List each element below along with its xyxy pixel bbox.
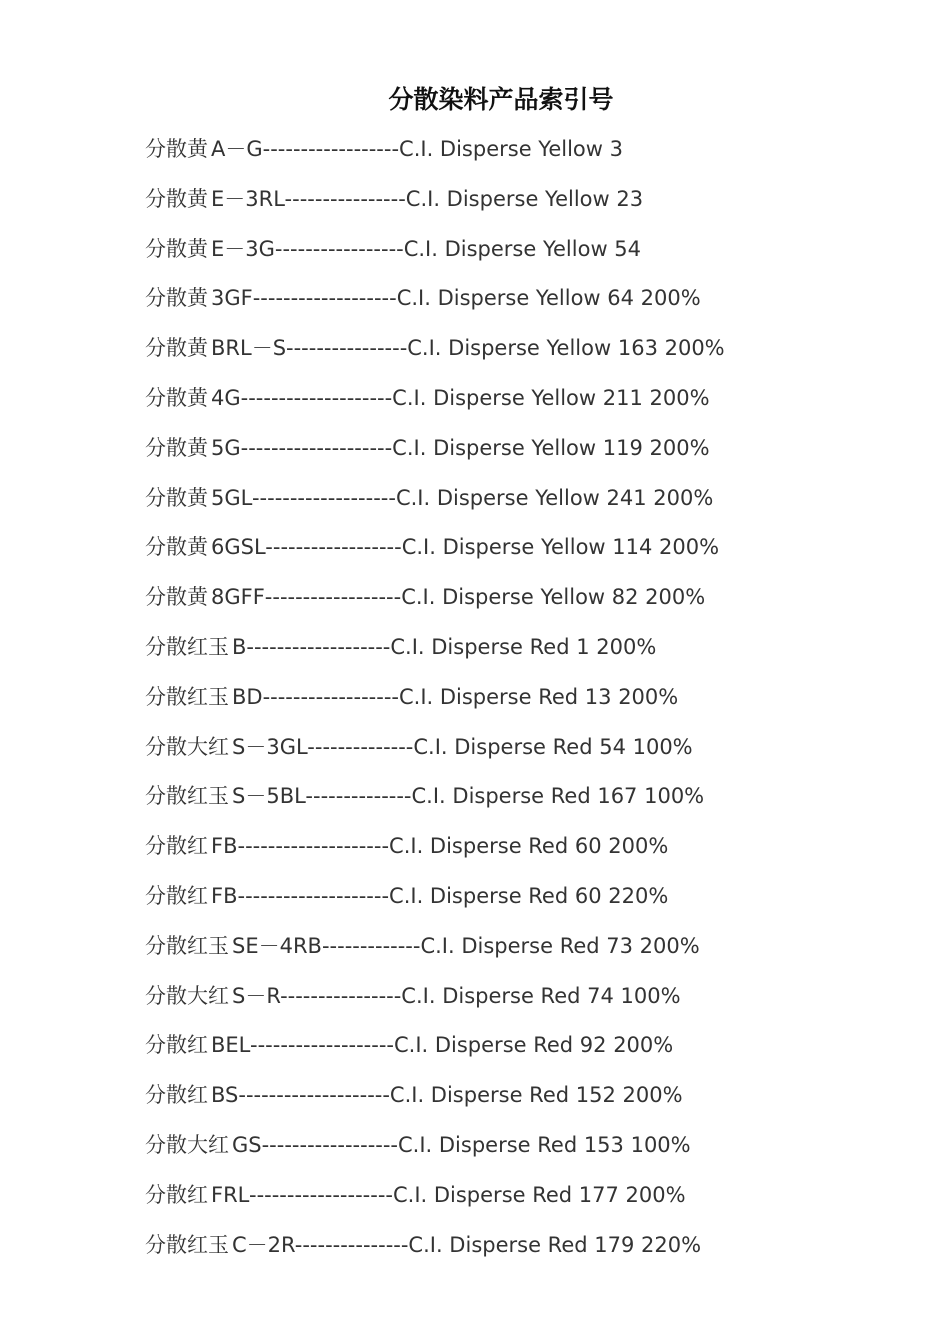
- dye-chinese-name: 分散红玉: [145, 784, 229, 809]
- dye-index-entry: [145, 777, 725, 827]
- dye-code-and-ci-index: 6GSL------------------C.I. Disperse Yellow 114 200%: [211, 535, 720, 560]
- dye-code-and-ci-index: FRL-------------------C.I. Disperse Red 177 200%: [211, 1182, 686, 1207]
- dye-index-entry: [145, 1076, 725, 1126]
- dye-chinese-name: 分散黄: [145, 186, 208, 211]
- dye-code-and-ci-index: S－R----------------C.I. Disperse Red 74 100%: [232, 983, 681, 1008]
- dye-chinese-name: 分散红玉: [145, 933, 229, 958]
- dye-chinese-name: 分散黄: [145, 485, 208, 510]
- dye-code-and-ci-index: 3GF-------------------C.I. Disperse Yellow 64 200%: [211, 286, 701, 311]
- dye-code-and-ci-index: BS--------------------C.I. Disperse Red 152 200%: [211, 1083, 683, 1108]
- dye-code-and-ci-index: BEL-------------------C.I. Disperse Red 92 200%: [211, 1033, 674, 1058]
- dye-chinese-name: 分散大红: [145, 1132, 229, 1157]
- dye-code-and-ci-index: FB--------------------C.I. Disperse Red 60 220%: [211, 883, 669, 908]
- dye-index-entry: [145, 379, 725, 429]
- dye-index-entry: [145, 180, 725, 230]
- dye-chinese-name: 分散黄: [145, 585, 208, 610]
- dye-index-entry: [145, 827, 725, 877]
- dye-index-entry: [145, 429, 725, 479]
- dye-chinese-name: 分散红玉: [145, 1232, 229, 1257]
- dye-index-entry: [145, 279, 725, 329]
- dye-index-entry: [145, 1126, 725, 1176]
- dye-chinese-name: 分散黄: [145, 236, 208, 261]
- dye-chinese-name: 分散黄: [145, 535, 208, 560]
- dye-chinese-name: 分散黄: [145, 137, 208, 161]
- dye-index-entry: [145, 678, 725, 728]
- dye-code-and-ci-index: BD------------------C.I. Disperse Red 13 200%: [232, 684, 679, 709]
- dye-index-entry: [145, 927, 725, 977]
- dye-index-entry: [145, 479, 725, 529]
- dye-chinese-name: 分散红: [145, 1182, 208, 1207]
- dye-index-entry: [145, 1026, 725, 1076]
- dye-code-and-ci-index: FB--------------------C.I. Disperse Red 60 200%: [211, 834, 669, 859]
- dye-code-and-ci-index: 8GFF------------------C.I. Disperse Yellow 82 200%: [211, 585, 706, 610]
- dye-index-entry: [145, 1176, 725, 1226]
- dye-code-and-ci-index: S－5BL--------------C.I. Disperse Red 167 100%: [232, 784, 705, 809]
- dye-chinese-name: 分散红: [145, 883, 208, 908]
- dye-chinese-name: 分散黄: [145, 385, 208, 410]
- document-title: 分散染料产品索引号: [388, 85, 614, 114]
- dye-index-entry: [145, 528, 725, 578]
- dye-index-entry: [145, 1226, 725, 1276]
- dye-code-and-ci-index: 5GL-------------------C.I. Disperse Yellow 241 200%: [211, 485, 714, 510]
- dye-chinese-name: 分散红: [145, 834, 208, 859]
- dye-chinese-name: 分散黄: [145, 286, 208, 311]
- dye-code-and-ci-index: B-------------------C.I. Disperse Red 1 200%: [232, 634, 657, 659]
- dye-chinese-name: 分散红: [145, 1033, 208, 1058]
- dye-code-and-ci-index: 5G--------------------C.I. Disperse Yellow 119 200%: [211, 435, 710, 460]
- dye-code-and-ci-index: S－3GL--------------C.I. Disperse Red 54 100%: [232, 734, 693, 759]
- dye-code-and-ci-index: BRL－S----------------C.I. Disperse Yellow 163 200%: [211, 336, 725, 361]
- dye-code-and-ci-index: E－3G-----------------C.I. Disperse Yellow 54: [211, 236, 642, 261]
- dye-index-entry: [145, 877, 725, 927]
- dye-code-and-ci-index: A－G------------------C.I. Disperse Yellow 3: [211, 137, 623, 161]
- dye-index-list: [145, 130, 725, 1275]
- dye-code-and-ci-index: E－3RL----------------C.I. Disperse Yellow 23: [211, 186, 644, 211]
- dye-index-entry: [145, 628, 725, 678]
- dye-code-and-ci-index: SE－4RB-------------C.I. Disperse Red 73 200%: [232, 933, 700, 958]
- dye-code-and-ci-index: C－2R---------------C.I. Disperse Red 179 220%: [232, 1232, 702, 1257]
- dye-index-entry: [145, 130, 725, 180]
- dye-index-entry: [145, 329, 725, 379]
- dye-index-entry: [145, 728, 725, 778]
- dye-chinese-name: 分散黄: [145, 435, 208, 460]
- dye-chinese-name: 分散黄: [145, 336, 208, 361]
- dye-chinese-name: 分散大红: [145, 734, 229, 759]
- dye-chinese-name: 分散大红: [145, 983, 229, 1008]
- dye-index-entry: [145, 230, 725, 280]
- dye-index-entry: [145, 578, 725, 628]
- dye-code-and-ci-index: 4G--------------------C.I. Disperse Yellow 211 200%: [211, 385, 710, 410]
- dye-chinese-name: 分散红: [145, 1083, 208, 1108]
- dye-index-entry: [145, 977, 725, 1027]
- dye-chinese-name: 分散红玉: [145, 684, 229, 709]
- dye-chinese-name: 分散红玉: [145, 634, 229, 659]
- dye-code-and-ci-index: GS------------------C.I. Disperse Red 153 100%: [232, 1132, 691, 1157]
